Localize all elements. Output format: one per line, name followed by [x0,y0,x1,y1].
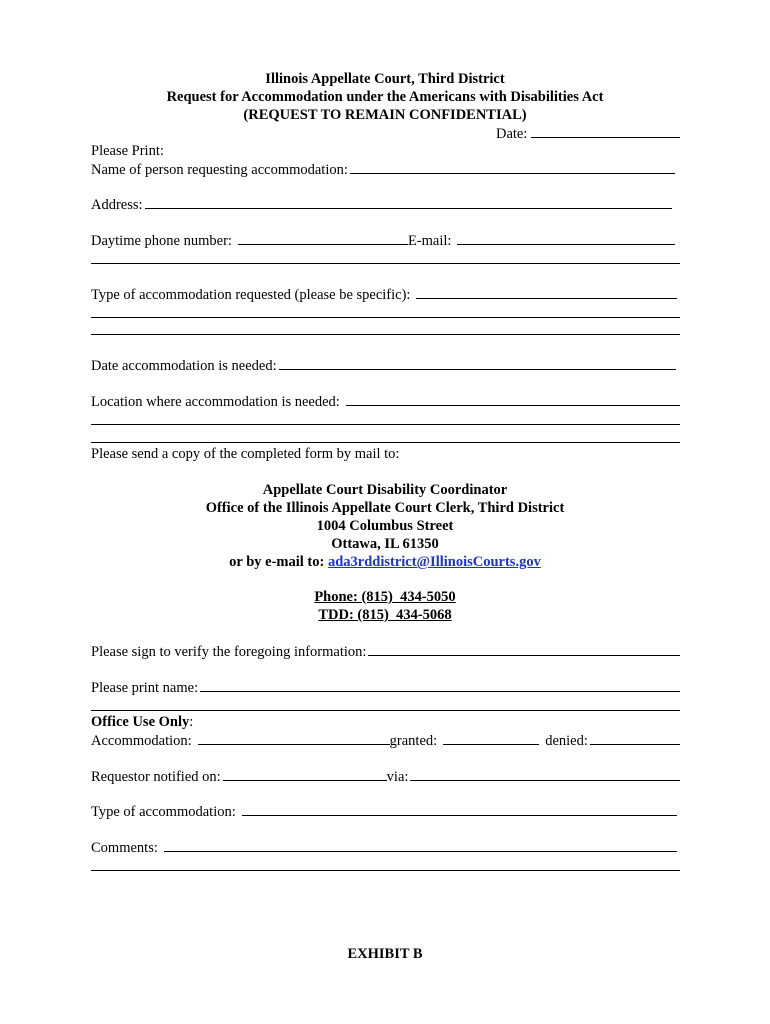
notified-field[interactable] [223,767,387,781]
print-name-label: Please print name: [91,680,199,696]
notified-row [91,767,680,785]
clerk-office: Office of the Illinois Appellate Court Clerk, Third District [205,500,565,516]
type-line-3[interactable] [91,334,680,335]
date-needed-label: Date accommodation is needed: [91,358,277,374]
phone-number: Phone: (815)_434-5050 [314,589,456,605]
comments-field[interactable] [164,838,677,852]
address-label: Address: [91,197,143,213]
office-use-heading [91,713,193,731]
comments-line-2[interactable] [91,870,680,871]
date-label: Date: [496,126,528,142]
signature-field[interactable] [368,642,680,656]
accommodation-row [91,731,680,749]
name-row [91,160,675,178]
denied-field[interactable] [590,731,680,745]
exhibit-label: EXHIBIT B [347,946,423,962]
city-state-zip: Ottawa, IL 61350 [331,536,439,552]
denied-label: denied: [545,733,588,749]
office-type-label: Type of accommodation: [91,804,236,820]
accommodation-field[interactable] [198,731,390,745]
via-field[interactable] [410,767,680,781]
address-row [91,195,672,213]
location-line-2[interactable] [91,424,680,425]
address-field[interactable] [145,195,672,209]
sign-label: Please sign to verify the foregoing information: [91,644,367,660]
court-title: Illinois Appellate Court, Third District [265,71,505,87]
street-address: 1004 Columbus Street [316,518,454,534]
phone-field[interactable] [238,231,408,245]
granted-field[interactable] [443,731,539,745]
location-label: Location where accommodation is needed: [91,394,340,410]
name-field[interactable] [350,160,675,174]
print-name-field[interactable] [200,678,680,692]
type-line-2[interactable] [91,317,680,318]
granted-label: granted: [389,733,438,749]
email-contact-line [0,553,770,571]
type-field[interactable] [416,285,677,299]
via-label: via: [386,769,409,785]
email-label: E-mail: [407,233,452,249]
sign-row [91,642,680,660]
phone-extra-line[interactable] [91,263,680,264]
mail-instruction: Please send a copy of the completed form by mail to: [91,446,400,462]
please-print-label: Please Print: [91,143,164,159]
office-use-title: Office Use Only [91,714,190,730]
phone-contact [0,588,770,606]
phone-email-row [91,231,675,249]
location-row [91,392,680,410]
print-name-row [91,678,680,696]
name-label: Name of person requesting accommodation: [91,162,348,178]
comments-label: Comments: [91,840,158,856]
email-link[interactable]: ada3rddistrict@IllinoisCourts.gov [327,554,541,570]
form-title: Request for Accommodation under the Americans with Disabilities Act [166,89,604,105]
email-field[interactable] [457,231,675,245]
office-type-row [91,802,677,820]
office-type-field[interactable] [242,802,677,816]
date-needed-row [91,356,676,374]
phone-label: Daytime phone number: [91,233,232,249]
date-field[interactable] [531,124,680,138]
accommodation-label: Accommodation: [91,733,192,749]
tdd-number: TDD: (815)_434-5068 [318,607,452,623]
office-use-colon: : [189,714,194,730]
comments-row [91,838,677,856]
location-field[interactable] [346,392,680,406]
email-prefix: or by e-mail to: [229,554,325,570]
coordinator-title: Appellate Court Disability Coordinator [262,482,508,498]
type-row [91,285,677,303]
date-needed-field[interactable] [279,356,676,370]
notified-label: Requestor notified on: [91,769,221,785]
location-line-3[interactable] [91,442,680,443]
date-row [496,124,680,143]
type-label: Type of accommodation requested (please be specific): [91,287,411,303]
tdd-contact [0,606,770,624]
print-name-line-2[interactable] [91,710,680,711]
confidential-note: (REQUEST TO REMAIN CONFIDENTIAL) [243,107,527,123]
